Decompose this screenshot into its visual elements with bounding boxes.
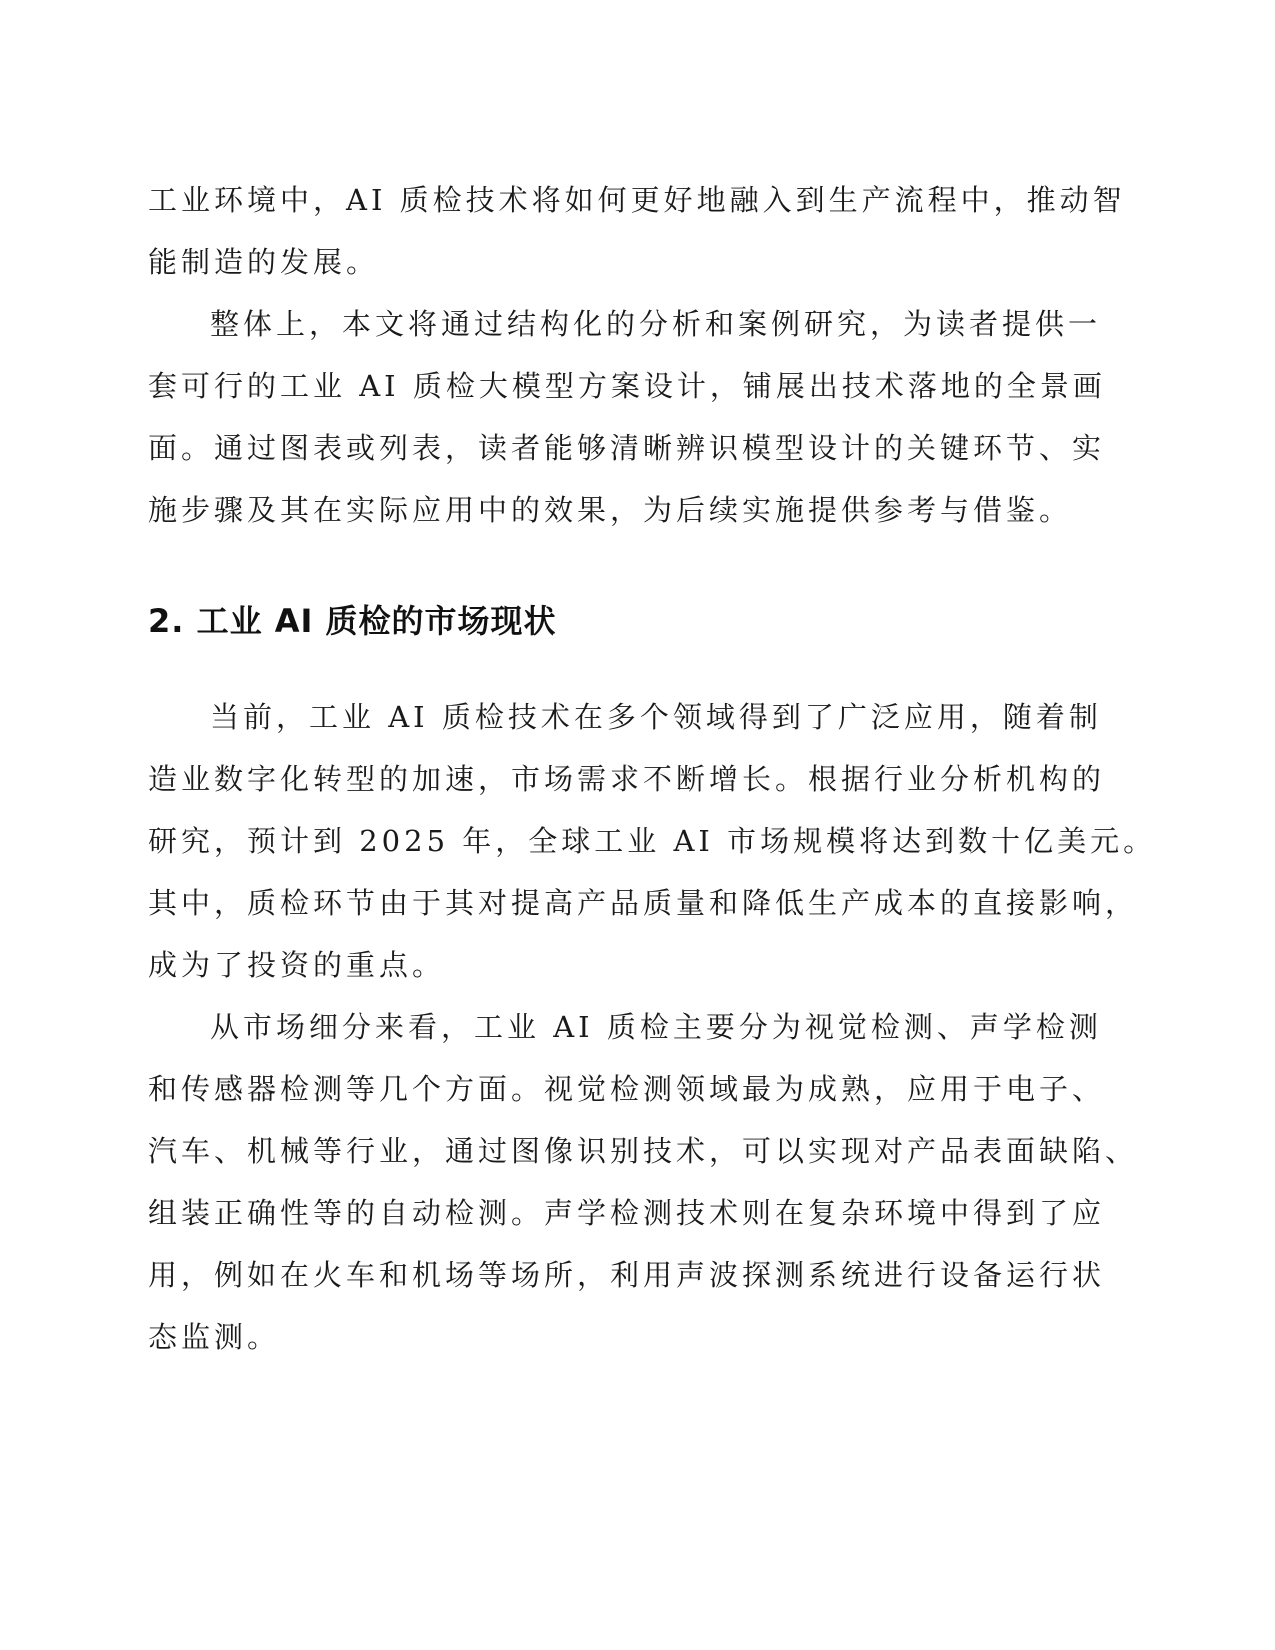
- text-line: 当前，工业 AI 质检技术在多个领域得到了广泛应用，随着制: [210, 700, 1102, 734]
- text-line: 工业环境中，AI 质检技术将如何更好地融入到生产流程中，推动智: [148, 183, 1126, 217]
- text-line: 态监测。: [148, 1320, 281, 1354]
- text-line: 施步骤及其在实际应用中的效果，为后续实施提供参考与借鉴。: [148, 493, 1073, 527]
- text-line: 其中，质检环节由于其对提高产品质量和降低生产成本的直接影响，: [148, 886, 1139, 920]
- text-line: 组装正确性等的自动检测。声学检测技术则在复杂环境中得到了应: [148, 1196, 1106, 1230]
- text-line: 汽车、机械等行业，通过图像识别技术，可以实现对产品表面缺陷、: [148, 1134, 1139, 1168]
- text-line: 造业数字化转型的加速，市场需求不断增长。根据行业分析机构的: [148, 762, 1106, 796]
- section-heading: 2. 工业 AI 质检的市场现状: [148, 602, 557, 640]
- text-line: 用，例如在火车和机场等场所，利用声波探测系统进行设备运行状: [148, 1258, 1106, 1292]
- text-line: 和传感器检测等几个方面。视觉检测领域最为成熟，应用于电子、: [148, 1072, 1106, 1106]
- text-line: 面。通过图表或列表，读者能够清晰辨识模型设计的关键环节、实: [148, 431, 1106, 465]
- text-line: 成为了投资的重点。: [148, 948, 446, 982]
- text-line: 从市场细分来看，工业 AI 质检主要分为视觉检测、声学检测: [210, 1010, 1102, 1044]
- text-line: 套可行的工业 AI 质检大模型方案设计，铺展出技术落地的全景画: [148, 369, 1106, 403]
- text-line: 整体上，本文将通过结构化的分析和案例研究，为读者提供一: [210, 307, 1102, 341]
- text-line: 研究，预计到 2025 年，全球工业 AI 市场规模将达到数十亿美元。: [148, 824, 1157, 858]
- text-line: 能制造的发展。: [148, 245, 380, 279]
